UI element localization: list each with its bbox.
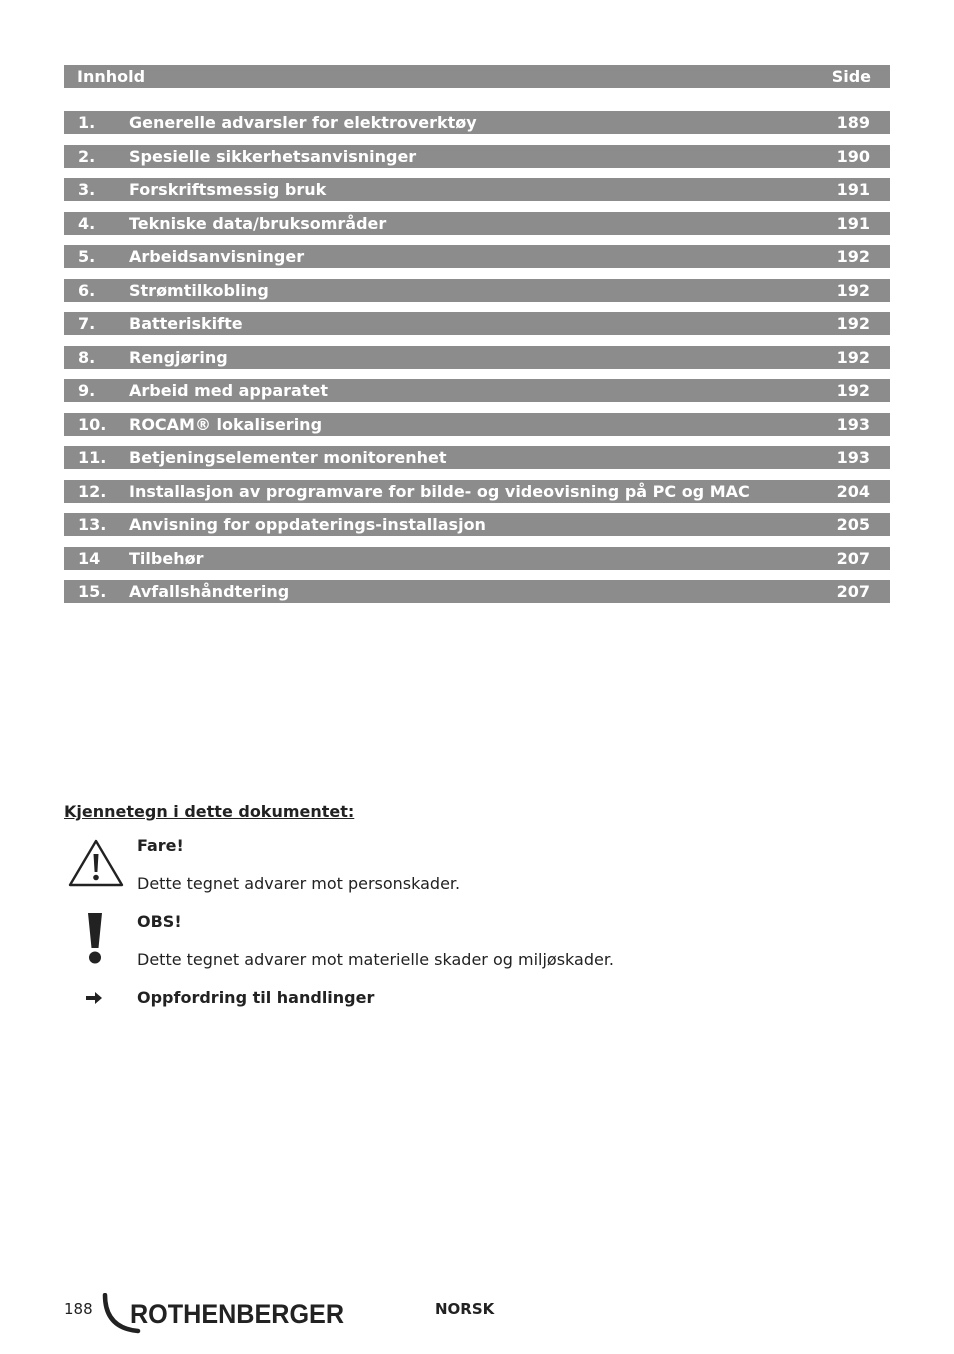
toc-header-label: Innhold <box>77 67 146 86</box>
toc-row-title: Strømtilkobling <box>129 280 269 300</box>
toc-row-number: 3. <box>78 180 96 199</box>
exclamation-icon <box>86 913 104 965</box>
toc-row-page: 192 <box>836 314 870 333</box>
danger-text: Dette tegnet advarer mot personskader. <box>137 874 461 893</box>
toc-header <box>64 65 890 88</box>
toc-row <box>64 245 890 268</box>
toc-row-number: 14 <box>78 548 101 568</box>
toc-row <box>64 547 890 570</box>
toc-row-page: 204 <box>836 481 870 501</box>
toc-row-title: Betjeningselementer monitorenhet <box>129 448 447 467</box>
toc-row-title: ROCAM® lokalisering <box>129 414 323 434</box>
toc-row <box>64 480 890 503</box>
toc-row-page: 193 <box>836 414 870 434</box>
arrow-right-icon <box>85 990 103 1006</box>
toc-list <box>64 111 890 614</box>
rothenberger-logo <box>102 1293 348 1337</box>
toc-row-title: Avfallshåndtering <box>129 582 290 601</box>
toc-row-number: 6. <box>78 280 96 300</box>
toc-row <box>64 513 890 536</box>
toc-row <box>64 212 890 235</box>
notice-text: Dette tegnet advarer mot materielle skader og miljøskader. <box>137 950 615 969</box>
toc-row-number: 9. <box>78 381 96 400</box>
toc-row <box>64 413 890 436</box>
toc-row-page: 207 <box>836 582 870 601</box>
toc-row <box>64 446 890 469</box>
toc-row-number: 2. <box>78 146 96 166</box>
action-text: Oppfordring til handlinger <box>137 988 375 1007</box>
toc-row-number: 4. <box>78 213 96 233</box>
toc-row-page: 205 <box>836 515 870 534</box>
toc-row-page: 193 <box>836 448 870 467</box>
toc-row-title: Anvisning for oppdaterings-installasjon <box>129 515 486 534</box>
toc-row <box>64 379 890 402</box>
toc-row-page: 192 <box>836 347 870 367</box>
toc-row <box>64 312 890 335</box>
svg-text:ROTHENBERGER: ROTHENBERGER <box>130 1299 344 1329</box>
toc-row-page: 189 <box>836 113 870 132</box>
toc-row-title: Spesielle sikkerhetsanvisninger <box>129 146 417 166</box>
toc-row-title: Tilbehør <box>129 548 204 568</box>
toc-row-number: 5. <box>78 247 96 266</box>
toc-row <box>64 178 890 201</box>
toc-row-title: Installasjon av programvare for bilde- og videovisning på PC og MAC <box>129 481 750 501</box>
notice-title: OBS! <box>137 912 182 931</box>
toc-row-title: Rengjøring <box>129 347 228 367</box>
toc-row <box>64 111 890 134</box>
toc-row-number: 13. <box>78 515 107 534</box>
toc-row <box>64 346 890 369</box>
danger-title: Fare! <box>137 836 184 855</box>
toc-row-title: Generelle advarsler for elektroverktøy <box>129 113 477 132</box>
page-number: 188 <box>64 1300 93 1318</box>
toc-row-page: 192 <box>836 280 870 300</box>
toc-row-number: 12. <box>78 481 107 501</box>
toc-row-page: 192 <box>836 247 870 266</box>
legend-heading: Kjennetegn i dette dokumentet: <box>64 802 355 821</box>
footer-language: NORSK <box>435 1300 495 1318</box>
toc-row-title: Arbeidsanvisninger <box>129 247 305 266</box>
toc-row <box>64 580 890 603</box>
toc-row-page: 192 <box>836 381 870 400</box>
toc-row-number: 10. <box>78 414 107 434</box>
toc-row-page: 191 <box>836 213 870 233</box>
toc-row <box>64 145 890 168</box>
toc-row-page: 191 <box>836 180 870 199</box>
toc-row-title: Forskriftsmessig bruk <box>129 180 327 199</box>
toc-row-number: 15. <box>78 582 107 601</box>
toc-header-page-label: Side <box>831 67 871 86</box>
toc-row-number: 11. <box>78 448 107 467</box>
toc-row-number: 7. <box>78 314 96 333</box>
toc-row-page: 207 <box>836 548 870 568</box>
toc-row-page: 190 <box>836 146 870 166</box>
toc-row-title: Arbeid med apparatet <box>129 381 328 400</box>
toc-row-title: Tekniske data/bruksområder <box>129 213 387 233</box>
toc-row-number: 1. <box>78 113 96 132</box>
toc-row <box>64 279 890 302</box>
warning-triangle-icon <box>67 838 125 888</box>
toc-row-number: 8. <box>78 347 96 367</box>
toc-row-title: Batteriskifte <box>129 314 243 333</box>
